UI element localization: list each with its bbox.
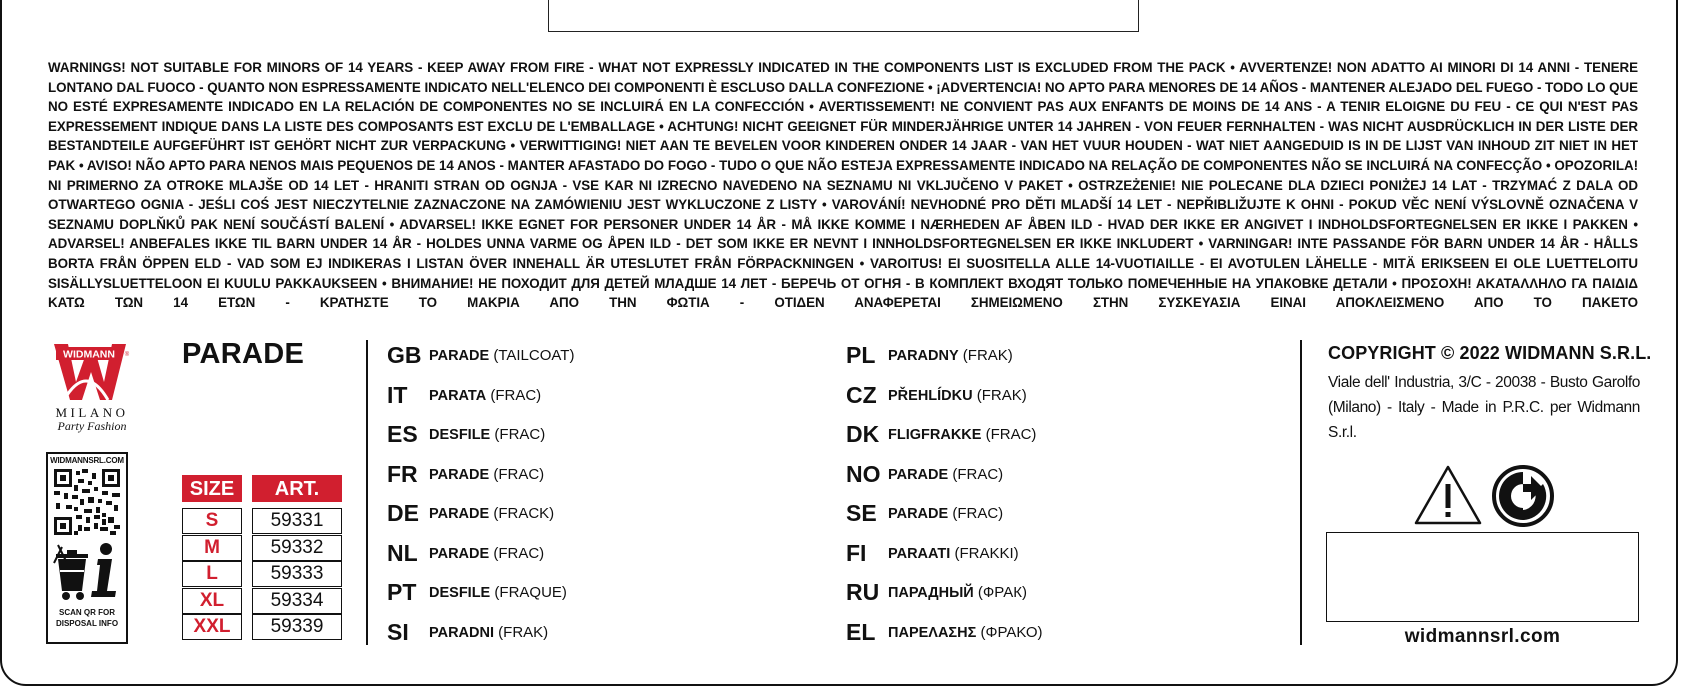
translated-type: (FRACK) (493, 505, 555, 522)
translated-type: (FRAC) (985, 426, 1037, 443)
language-code: FR (387, 460, 418, 487)
language-code: DE (387, 500, 419, 526)
translated-name: PARADE (429, 466, 490, 483)
translated-name: PARATA (429, 387, 487, 404)
language-code: ES (387, 421, 418, 447)
translated-type: (FRAC) (494, 426, 546, 443)
translated-name: FLIGFRAKKE (888, 427, 982, 443)
green-dot-recycle-icon (1491, 464, 1555, 528)
svg-text:®: ® (124, 352, 130, 358)
translated-name: PARADE (888, 506, 949, 522)
language-code: GB (387, 342, 422, 368)
top-blank-box (548, 0, 1139, 32)
logo-tagline: Party Fashion (57, 419, 127, 433)
language-code: EL (846, 618, 876, 645)
logo-city: MILANO (55, 405, 129, 420)
language-code: FI (846, 539, 867, 566)
translated-type: (TAILCOAT) (493, 347, 575, 364)
translated-type: (FRAQUE) (494, 584, 567, 601)
logo-wordmark: WIDMANN (63, 348, 115, 361)
article-cell: 59334 (252, 588, 342, 614)
product-title: PARADE (182, 338, 305, 370)
language-code: PT (387, 579, 417, 605)
translated-type: (FRAC) (952, 505, 1004, 522)
translated-type: (ФРАК) (977, 584, 1028, 601)
article-cell: 59332 (252, 535, 342, 561)
address-line-1: Viale dell' Industria, 3/C - 20038 - Busto Garolfo (1328, 374, 1640, 391)
translated-type: (FRAC) (493, 465, 545, 483)
copyright-line: COPYRIGHT © 2022 WIDMANN S.R.L. (1328, 343, 1652, 363)
translated-type: (ΦΡΑΚΟ) (980, 623, 1043, 641)
translated-type: (FRAC) (952, 465, 1004, 483)
article-header: ART. (252, 475, 342, 502)
blank-info-box (1326, 532, 1639, 622)
article-cell: 59333 (252, 561, 342, 587)
language-code: NL (387, 539, 418, 566)
translated-name: DESFILE (429, 585, 491, 601)
translated-name: ΠΑΡΕΛΑΣΗΣ (888, 624, 977, 641)
widmann-logo (46, 342, 138, 434)
widmann-logo-icon (46, 342, 132, 404)
language-code: SE (846, 500, 877, 526)
translated-type: (FRAC) (490, 386, 542, 404)
qr-url-label: WIDMANNSRL.COM (50, 456, 124, 465)
language-code: DK (846, 421, 880, 447)
qr-disposal-box (46, 452, 128, 644)
language-code: PL (846, 342, 876, 368)
company-address (1328, 370, 1640, 445)
language-code: IT (387, 381, 408, 408)
size-cell: S (182, 508, 242, 534)
language-code: RU (846, 579, 880, 605)
translated-name: DESFILE (429, 427, 491, 443)
website-link[interactable]: widmannsrl.com (1404, 626, 1561, 647)
divider-left (366, 340, 368, 645)
language-code: SI (387, 618, 409, 645)
size-cell: L (182, 561, 242, 587)
translated-name: PARADNY (888, 348, 959, 364)
translated-name: PŘEHLÍDKU (888, 387, 973, 404)
multilingual-warnings: WARNINGS! NOT SUITABLE FOR MINORS OF 14 YEARS - KEEP AWAY FROM FIRE - WHAT NOT EXPRESSLY INDICATED IN THE COMPONENTS LIST IS EXCLUDED FROM THE PACK • AVVERTENZE! NON ADATTO AI MINORI DI 14 ANNI - TENERE LONTANO DAL FUOCO - QUANTO NON ESPRESSAMENTE INDICATO NELL'ELENCO DEI COMPONENTI È ESCLUSO DALLA CONFEZIONE • ¡ADVERTENCIA! NO APTO PARA MENORES DE 14 AÑOS - MANTENER ALEJADO DEL FUEGO - TODO LO QUE NO ESTÉ EXPRESAMENTE INDICADO EN LA RELACIÓN DE COMPONENTES NO SE INCLUIRÁ EN LA CONFECCIÓN • AVERTISSEMENT! NE CONVIENT PAS AUX ENFANTS DE MOINS DE 14 ANS - A TENIR ELOIGNE DU FEU - CE QUI N'EST PAS EXPRESSEMENT INDIQUE DANS LA LISTE DES COMPOSANTS EST EXCLU DE L'EMBALLAGE • ACHTUNG! NICHT GEEIGNET FÜR MINDERJÄHRIGE UNTER 14 JAHREN - VON FEUER FERNHALTEN - WAS NICHT AUSDRÜCKLICH IN DER LISTE DER BESTANDTEILE AUFGEFÜHRT IST GEHÖRT NICHT ZUR VERPACKUNG • VERWITTIGING! NIET AAN TE BEVELEN VOOR KINDEREN ONDER 14 JAAR - VAN HET VUUR HOUDEN - WAT NIET AANGEDUID IS IN DE LIJST VAN INHOUD ZIT NIET IN HET PAK • AVISO! NÃO APTO PARA NENOS MAIS PEQUENOS DE 14 ANOS - MANTER AFASTADO DO FOGO - TUDO O QUE NÃO ESTEJA EXPRESSAMENTE INDICADO NA RELAÇÃO DE COMPONENTES NÃO SE INCLUIRÁ NA CONFECÇÃO • OPOZORILA! NI PRIMERNO ZA OTROKE MLAJŠE OD 14 LET - HRANITI STRAN OD OGNJA - VSE KAR NI IZRECNO NAVEDENO NA SEZNAMU NI VKLJUČENO V PAKET • OSTRZEŻENIE! NIE POLECANE DLA DZIECI PONIŻEJ 14 LAT - TRZYMAĆ Z DALA OD OTWARTEGO OGNIA - JEŚLI COŚ JEST NIECZYTELNIE ZAZNACZONE NA ZAMÓWIENIU JEST WYKLUCZONE Z LISTY • VAROVÁNÍ! NEVHODNÉ PRO DĚTI MLADŠÍ 14 LET - NEPŘIBLIŽUJTE K OHNI - POKUD VĚC NENÍ VÝSLOVNĚ OZNAČENA V SEZNAMU DOPLŇKŮ PAK NENÍ SOUČÁSTÍ BALENÍ • ADVARSEL! IKKE EGNET FOR PERSONER UNDER 14 ÅR - MÅ IKKE KOMME I NÆRHEDEN AF ÅBEN ILD - HVAD DER IKKE ER ANGIVET I INDHOLDSFORTEGNELSEN ER IKKE I PAKKEN • ADVARSEL! ANBEFALES IKKE TIL BARN UNDER 14 ÅR - HOLDES UNNA VARME OG ÅPEN ILD - DET SOM IKKE ER NEVNT I INNHOLDSFORTEGNELSEN ER IKKE INKLUDERT • VARNINGAR! INTE PASSANDE FÖR BARN UNDER 14 ÅR - HÅLLS BORTA FRÅN ÖPPEN ELD - VAD SOM EJ INDIKERAS I LISTAN ÖVER INNEHALL ÄR UTESLUTET FRÅN FÖRPACKNINGEN • VAROITUS! EI SUOSITELLA ALLE 14-VUOTIAILLE - EI AVOTULEN LÄHELLE - MITÄ ERIKSEEN EI OLE LUETTELOITU SISÄLLYSLUETTELOON EI KUULU PAKKAUKSEEN • ВНИМАНИЕ! НЕ ПОХОДИТ ДЛЯ ДЕТЕЙ МЛАДШЕ 14 ЛЕТ - БЕРЕЧЬ ОТ ОГНЯ - В КОМПЛЕКТ ВХОДЯТ ТОЛЬКО ПОМЕЧЕННЫЕ НА УПАКОВКЕ ДЕТАЛИ • ΠΡΟΣΟΧΗ! ΑΚΑΤΑΛΛΗΛΟ ΓΑ ΠΑΙΔΙΔ ΚΑΤΩ ΤΩΝ 14 ΕΤΩΝ - ΚΡΑΤΗΣΤΕ ΤΟ ΜΑΚΡΙΑ ΑΠΟ ΤΗΝ ΦΩΤΙΑ - ΟΤΙΔΕΝ ΑΝΑΦΕΡΕΤΑΙ ΣΗΜΕΙΩΜΕΝΟ ΣΤΗΝ ΣΥΣΚΕΥΑΣΙΑ ΕΙΝΑΙ ΑΠΟΚΛΕΙΣΜΕΝΟ ΑΠΟ ΤΟ ΠΑΚΕΤΟ (48, 60, 1638, 311)
size-cell: XXL (182, 614, 242, 640)
translated-type: (FRAK) (498, 623, 549, 641)
size-cell: XL (182, 588, 242, 614)
translated-name: PARADE (429, 506, 490, 522)
translated-name: PARADNI (429, 624, 494, 641)
language-code: NO (846, 460, 881, 487)
translated-name: PARADE (429, 348, 490, 364)
qr-caption-line1: SCAN QR FOR (59, 608, 115, 617)
article-cell: 59339 (252, 614, 342, 640)
translated-name: PARAATI (888, 545, 951, 562)
language-code: CZ (846, 381, 877, 408)
address-line-2: (Milano) - Italy - Made in P.R.C. per Widmann S.r.l. (1328, 399, 1640, 441)
qr-caption-line2: DISPOSAL INFO (55, 619, 119, 628)
translated-type: (FRAC) (493, 544, 545, 562)
translated-type: (FRAK) (976, 386, 1027, 404)
translated-name: PARADE (888, 466, 949, 483)
warning-triangle-icon (1413, 464, 1483, 526)
translated-name: PARADE (429, 545, 490, 562)
size-cell: M (182, 535, 242, 561)
divider-right (1300, 340, 1302, 645)
translated-type: (FRAK) (962, 347, 1013, 364)
disposal-bin-info-icon (52, 541, 122, 607)
translated-type: (FRAKKI) (954, 544, 1019, 562)
translated-name: ПАРАДНЫЙ (888, 585, 974, 601)
article-cell: 59331 (252, 508, 342, 534)
qr-code-icon[interactable] (54, 469, 120, 535)
size-header: SIZE (182, 475, 242, 502)
